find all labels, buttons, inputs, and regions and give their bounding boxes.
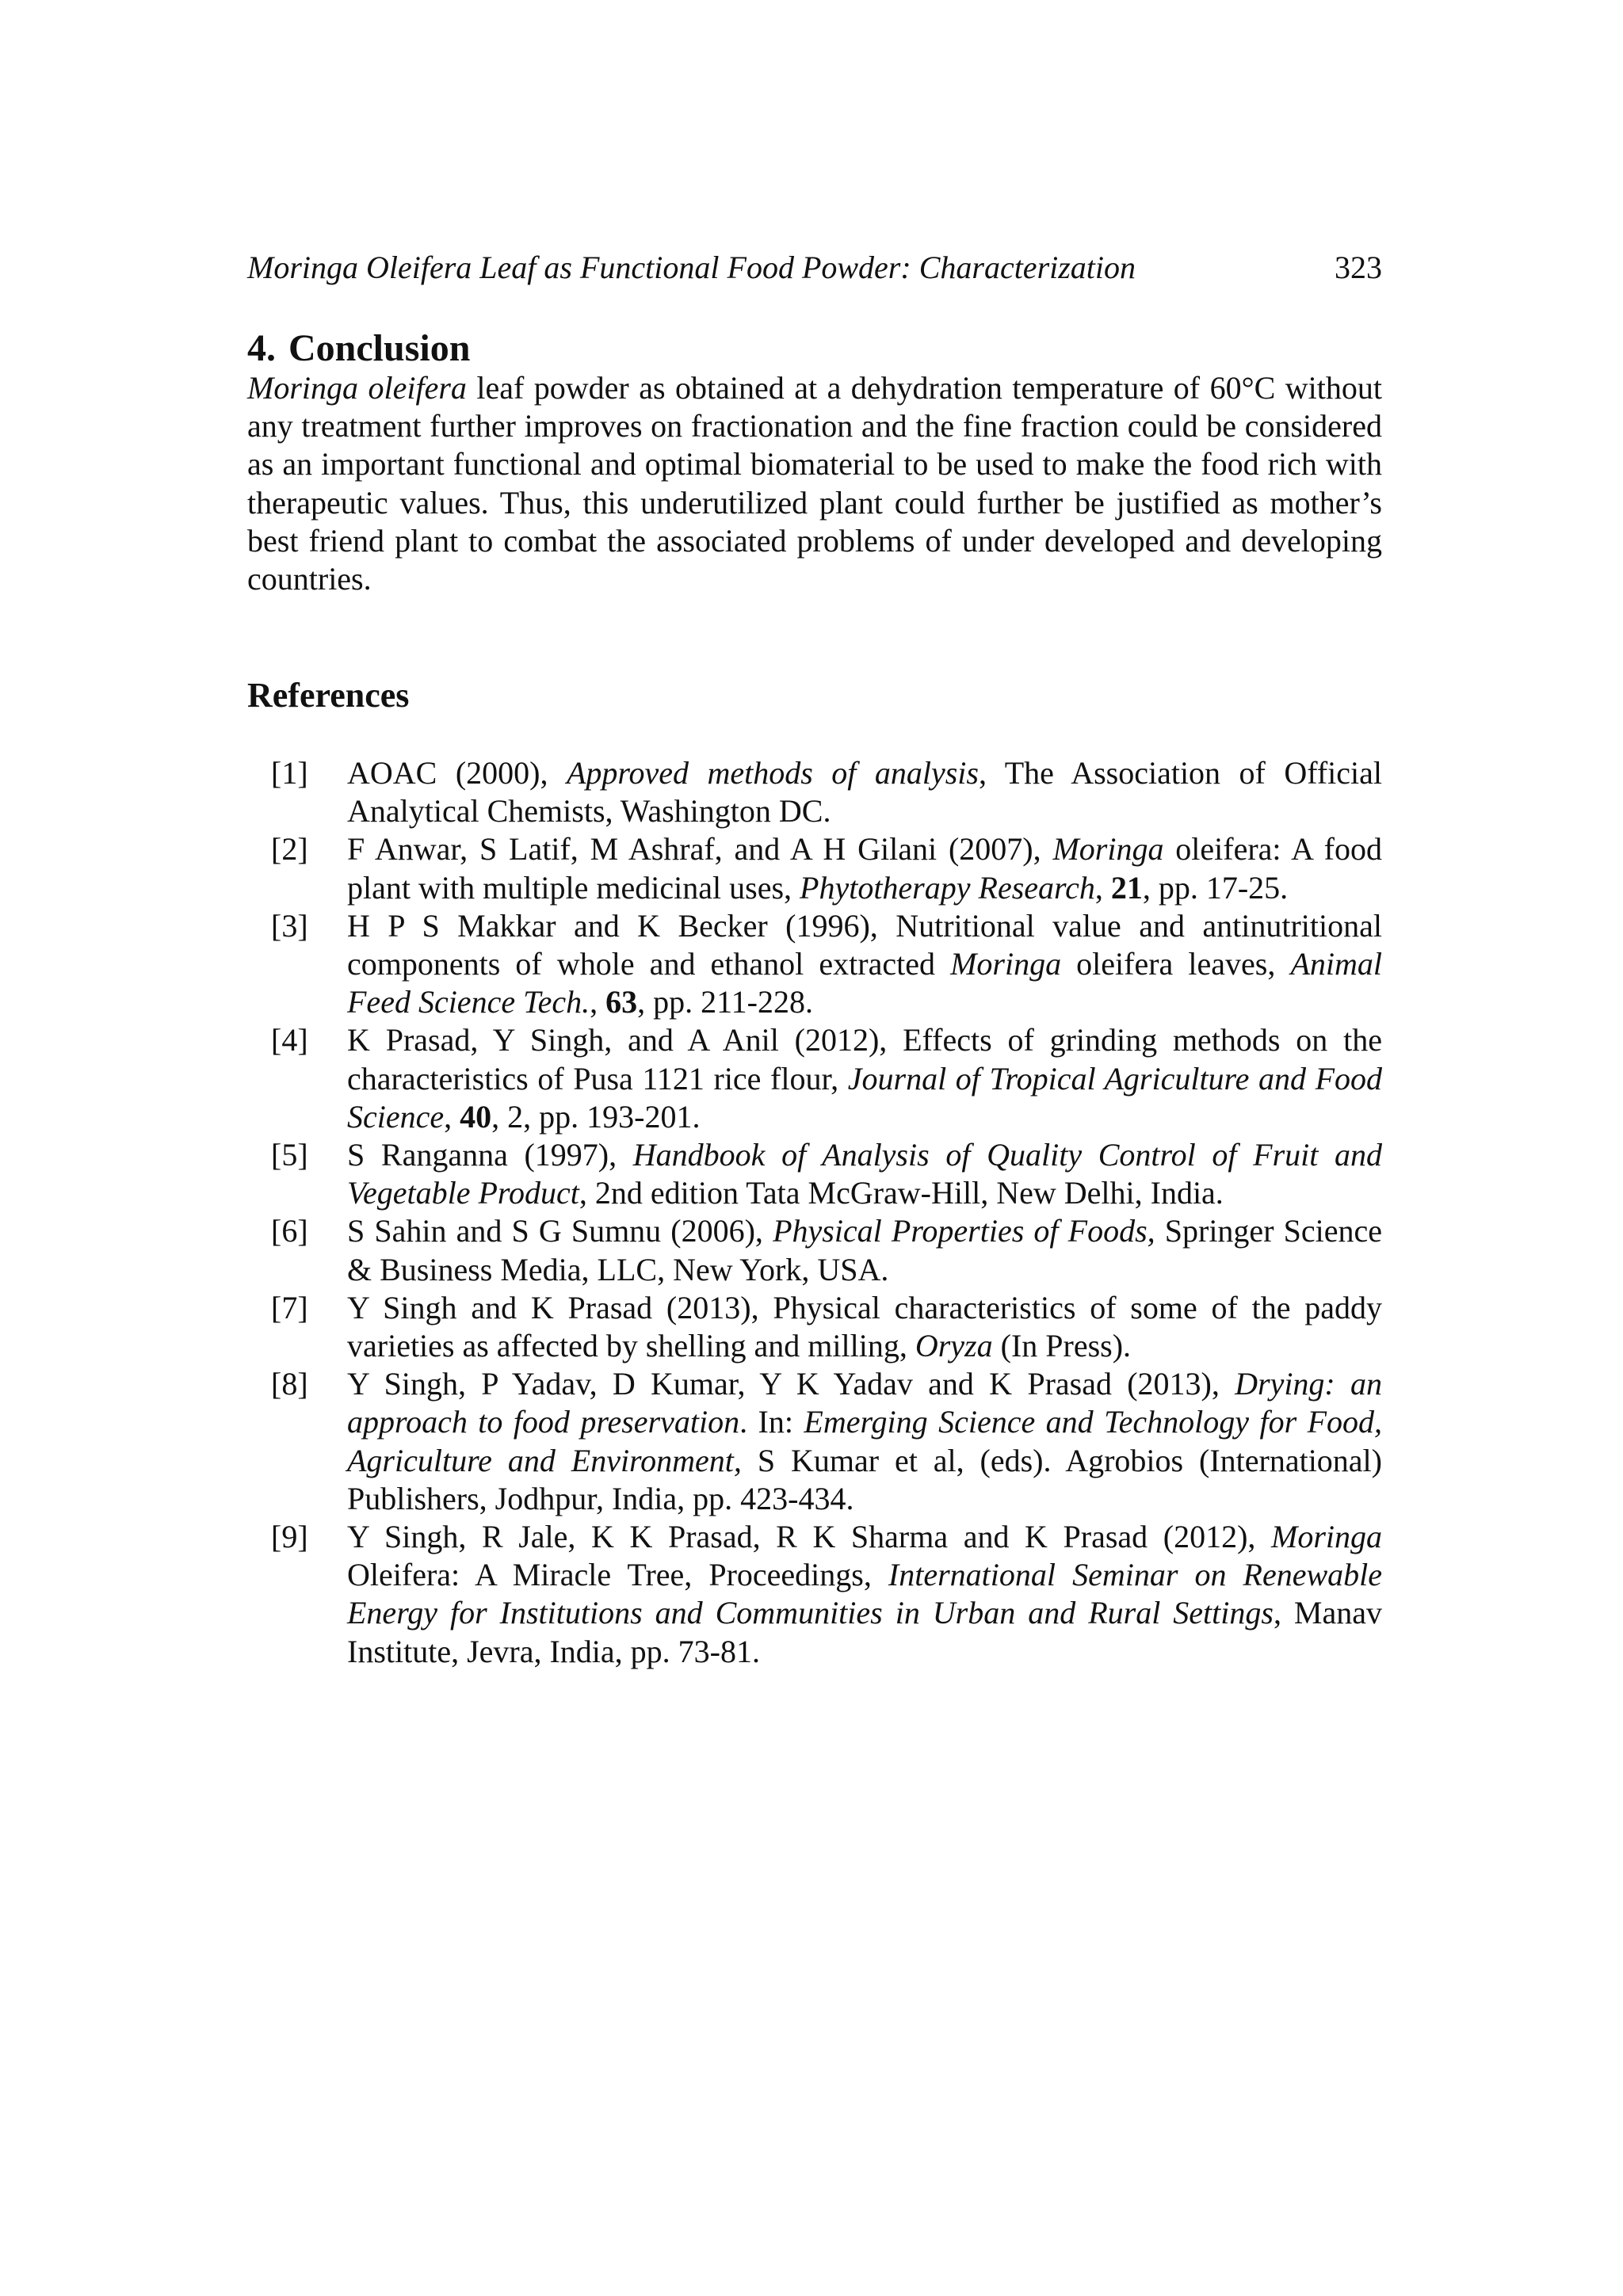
reference-number: [9] <box>271 1519 308 1555</box>
reference-plain-text: oleifera: A food plant with multiple medicinal uses, <box>347 831 1382 906</box>
reference-plain-text: S Sahin and S G Sumnu (2006), <box>347 1213 773 1249</box>
reference-volume: 40 <box>460 1098 492 1135</box>
reference-list <box>247 754 1382 1671</box>
reference-plain-text: , The Association of Official Analytical Chemists, Washington DC. <box>347 755 1382 830</box>
reference-text <box>347 1213 1382 1287</box>
reference-volume: 21 <box>1110 869 1143 906</box>
reference-italic-text: Moringa <box>1271 1519 1382 1555</box>
reference-item <box>247 1518 1382 1671</box>
running-title: Moringa Oleifera Leaf as Functional Food Powder: Characterization <box>247 250 1136 285</box>
reference-number: [4] <box>271 1022 308 1058</box>
reference-item <box>247 754 1382 830</box>
reference-item <box>247 1289 1382 1365</box>
species-name: Moringa oleifera <box>247 370 467 406</box>
reference-italic-text: Journal of Tropical Agriculture and Food Science <box>347 1060 1383 1135</box>
page-number: 323 <box>1335 250 1382 285</box>
reference-plain-text: H P S Makkar and K Becker (1996), Nutritional value and antinutritional components of whole and ethanol extracted <box>347 907 1382 982</box>
reference-italic-text: Handbook of Analysis of Quality Control of Fruit and Vegetable Product <box>347 1137 1383 1211</box>
conclusion-text: leaf powder as obtained at a dehydration temperature of 60°C without any treatment further improves on fractionation and the fine fraction could be considered as an important functional and optimal biomaterial to be used to make the food rich with therapeutic values. Thus, this underutilized plant could further be justified as mother’s best friend plant to combat the associated problems of under developed and developing countries. <box>247 370 1382 597</box>
reference-italic-text: Emerging Science and Technology for Food, Agriculture and Environment, <box>347 1404 1383 1478</box>
reference-plain-text: , 2, pp. 193-201. <box>491 1098 701 1135</box>
reference-plain-text: , <box>590 984 606 1020</box>
reference-italic-text: International Seminar on Renewable Energy for Institutions and Communities in Urban and Rural Settings <box>347 1557 1382 1631</box>
reference-plain-text: (In Press). <box>992 1328 1132 1364</box>
reference-italic-text: Phytotherapy Research <box>800 869 1095 906</box>
reference-plain-text: , <box>1094 869 1111 906</box>
reference-item <box>247 1021 1382 1136</box>
reference-plain-text: Oleifera: A Miracle Tree, Proceedings, <box>347 1557 888 1593</box>
reference-text <box>347 1366 1382 1516</box>
reference-number: [1] <box>271 755 308 791</box>
reference-plain-text: AOAC (2000), <box>347 755 567 791</box>
section-title: Conclusion <box>288 327 471 369</box>
reference-number: [7] <box>271 1289 308 1325</box>
reference-text <box>347 1519 1382 1669</box>
reference-text <box>347 831 1382 905</box>
reference-item <box>247 907 1382 1022</box>
reference-plain-text: K Prasad, Y Singh, and A Anil (2012), Effects of grinding methods on the characteristics of Pusa 1121 rice flour, <box>347 1022 1382 1097</box>
reference-number: [3] <box>271 907 308 944</box>
section-number: 4. <box>247 327 276 369</box>
reference-number: [6] <box>271 1213 308 1249</box>
reference-plain-text: Y Singh, P Yadav, D Kumar, Y K Yadav and K Prasad (2013), <box>347 1366 1235 1402</box>
reference-plain-text: Springer Science & Business Media, LLC, New York, USA. <box>347 1213 1382 1287</box>
reference-italic-text: Oryza <box>915 1328 993 1364</box>
reference-plain-text: Y Singh, R Jale, K K Prasad, R K Sharma and K Prasad (2012), <box>347 1519 1271 1555</box>
reference-italic-text: Moringa <box>1052 831 1164 868</box>
reference-item <box>247 830 1382 906</box>
reference-text <box>347 1022 1382 1134</box>
reference-item <box>247 1212 1382 1288</box>
reference-italic-text: Animal Feed Science Tech. <box>347 946 1382 1020</box>
reference-plain-text: . In: <box>739 1404 804 1440</box>
reference-plain-text: , 2nd edition Tata McGraw-Hill, New Delhi, India. <box>579 1175 1224 1211</box>
reference-item <box>247 1136 1382 1212</box>
references-heading: References <box>247 676 410 715</box>
reference-plain-text: , Manav Institute, Jevra, India, pp. 73-81. <box>347 1595 1382 1669</box>
reference-plain-text: , pp. 17-25. <box>1142 869 1289 906</box>
reference-number: [8] <box>271 1366 308 1402</box>
reference-plain-text: F Anwar, S Latif, M Ashraf, and A H Gilani (2007), <box>347 831 1053 868</box>
reference-item <box>247 1365 1382 1518</box>
reference-plain-text: , <box>444 1098 460 1135</box>
reference-italic-text: Physical Properties of Foods, <box>773 1213 1155 1249</box>
section-heading-conclusion <box>247 325 470 372</box>
reference-plain-text: Y Singh and K Prasad (2013), Physical characteristics of some of the paddy varieties as affected by shelling and milling, <box>347 1289 1382 1364</box>
reference-italic-text: Drying: an approach to food preservation <box>347 1366 1383 1440</box>
reference-volume: 63 <box>605 984 638 1020</box>
reference-italic-text: Moringa <box>950 946 1062 982</box>
reference-text <box>347 1290 1382 1363</box>
reference-text <box>347 1137 1382 1211</box>
reference-plain-text: , pp. 211-228. <box>637 984 813 1020</box>
conclusion-paragraph <box>247 369 1382 598</box>
running-header <box>247 244 1382 292</box>
reference-number: [2] <box>271 831 308 868</box>
reference-text <box>347 755 1382 829</box>
reference-text <box>347 908 1382 1020</box>
reference-italic-text: Approved methods of analysis <box>566 755 979 791</box>
reference-plain-text: S Ranganna (1997), <box>347 1137 633 1173</box>
reference-plain-text: oleifera leaves, <box>1061 946 1291 982</box>
reference-plain-text: S Kumar et al, (eds). Agrobios (International) Publishers, Jodhpur, India, pp. 423-434. <box>347 1442 1382 1516</box>
reference-number: [5] <box>271 1137 308 1173</box>
